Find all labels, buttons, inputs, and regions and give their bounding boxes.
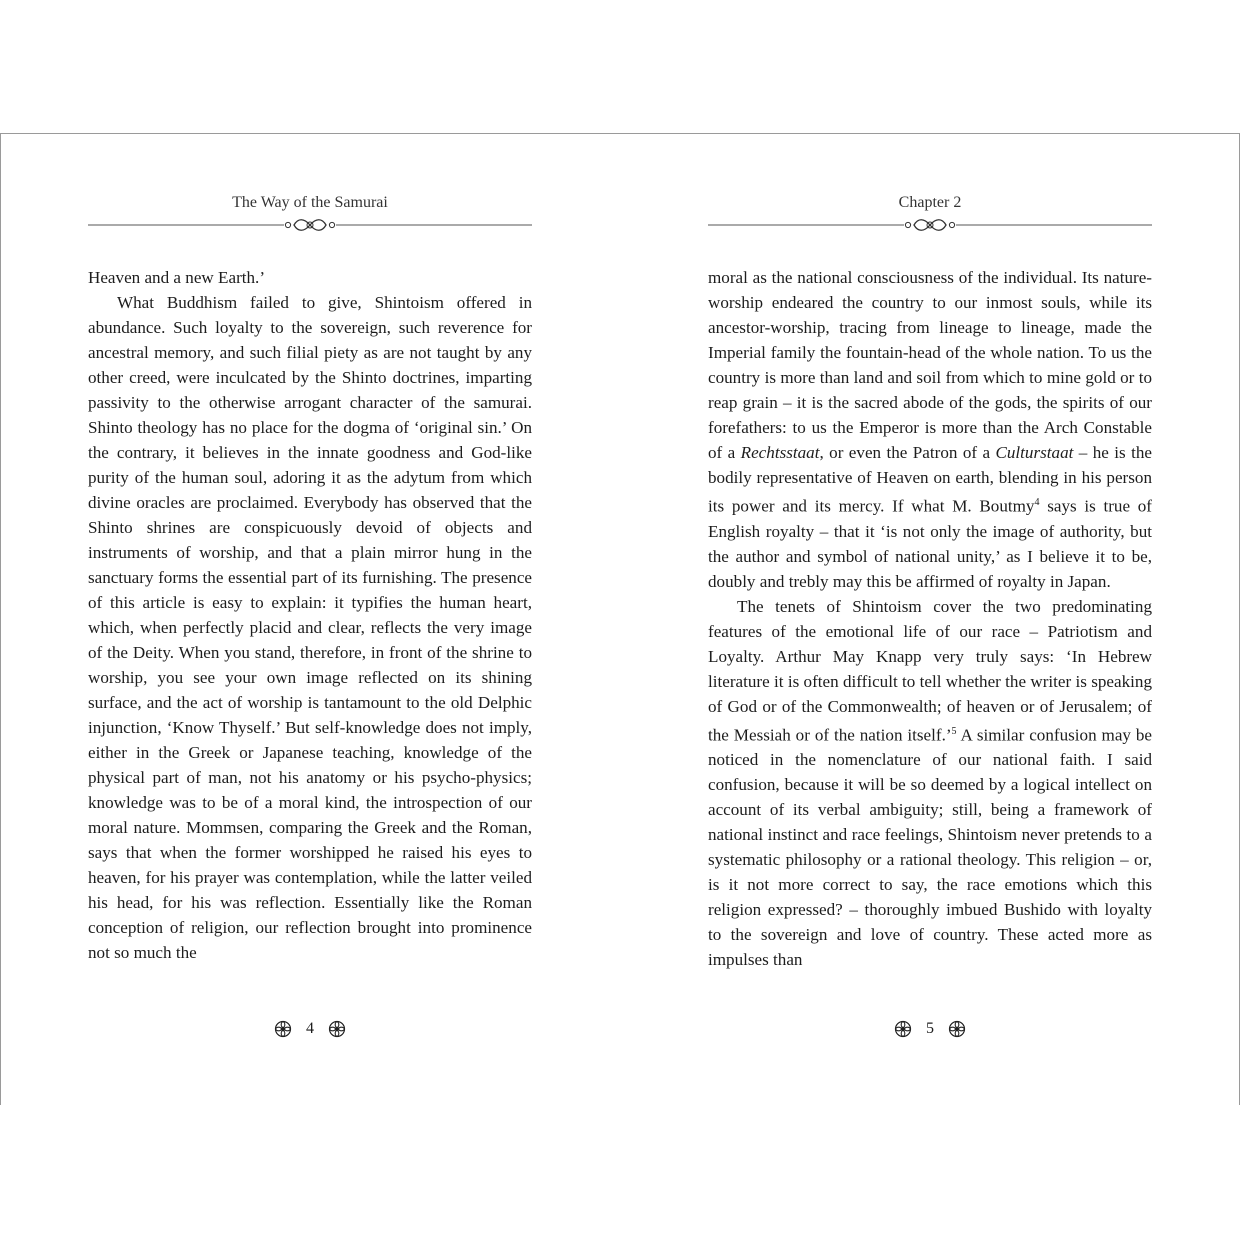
- header-rule-right: [708, 215, 1152, 235]
- body-text-left: [88, 265, 532, 965]
- paragraph: moral as the national consciousness of the individual. Its nature-worship endeared the country to our inmost souls, while its ancestor-worship, tracing from lineage to lineage, made the Imperial family the fountain-head of the whole nation. To us the country is more than land and soil from which to mine gold or to reap grain – it is the sacred abode of the gods, the spirits of our forefathers: to us the Emperor is more than the Arch Constable of a Rechtsstaat, or even the Patron of a Culturstaat – he is the bodily representative of Heaven on earth, blending in his person its power and its mercy. If what M. Boutmy$^4$ says is true of English royalty – that it ‘is not only the image of authority, but the author and symbol of national unity,’ as I believe it to be, doubly and trebly may this be affirmed of royalty in Japan.: [708, 268, 1153, 591]
- rosette-icon: [948, 1020, 966, 1038]
- rosette-icon: [274, 1020, 292, 1038]
- header-rule-left: [88, 215, 532, 235]
- book-spread: [0, 133, 1240, 1105]
- paragraph: The tenets of Shintoism cover the two predominating features of the emotional life of our race – Patriotism and Loyalty. Arthur May Knapp very truly says: ‘In Hebrew literature it is often difficult to tell whether the writer is speaking of God or of the Commonwealth; of heaven or of Jerusalem; of the Messiah or of the nation itself.’$^5$ A similar confusion may be noticed in the nomenclature of our national faith. I said confusion, because it will be so deemed by a logical intellect on account of its verbal ambiguity; still, being a framework of national instinct and race feelings, Shintoism never pretends to a systematic philosophy or a rational theology. This religion – or, is it not more correct to say, the race emotions which this religion expressed? – thoroughly imbued Bushido with loyalty to the sovereign and love of country. These acted more as impulses than: [708, 596, 1153, 970]
- page-number: 5: [926, 1020, 934, 1037]
- running-head-right: Chapter 2: [898, 194, 962, 211]
- body-text-right: [708, 265, 1152, 972]
- knot-ornament: [708, 215, 1152, 235]
- rosette-icon: [894, 1020, 912, 1038]
- paragraph: What Buddhism failed to give, Shintoism offered in abundance. Such loyalty to the sovereign, such reverence for ancestral memory, and such filial piety as are not taught by any other creed, were inculcated by the Shinto doctrines, imparting passivity to the otherwise arrogant character of the samurai. Shinto theology has no place for the dogma of ‘original sin.’ On the contrary, it believes in the innate goodness and God-like purity of the human soul, adoring it as the adytum from which divine oracles are proclaimed. Everybody has observed that the Shinto shrines are conspicuously devoid of objects and instruments of worship, and that a plain mirror hung in the sanctuary forms the essential part of its furnishing. The presence of this article is easy to explain: it typifies the human heart, which, when perfectly placid and clear, reflects the very image of the Deity. When you stand, therefore, in front of the shrine to worship, you see your own image reflected on its shining surface, and the act of worship is tantamount to the old Delphic injunction, ‘Know Thyself.’ But self-knowledge does not imply, either in the Greek or Japanese teaching, knowledge of the physical part of man, not his anatomy or his psycho-physics; knowledge was to be of a moral kind, the introspection of our moral nature. Mommsen, comparing the Greek and the Roman, says that when the former worshipped he raised his eyes to heaven, for his prayer was contemplation, while the latter veiled his head, for his was reflection. Essentially like the Roman conception of religion, our reflection brought into prominence not so much the: [88, 293, 532, 962]
- page-edge-left: [0, 133, 1, 1105]
- footnote-marker[interactable]: 4: [1034, 497, 1040, 508]
- knot-ornament: [88, 215, 532, 235]
- page-number: 4: [306, 1020, 314, 1037]
- running-head-left: The Way of the Samurai: [232, 194, 388, 211]
- paragraph: Heaven and a new Earth.’: [88, 268, 266, 287]
- emphasis: Rechtsstaat: [740, 443, 820, 462]
- rosette-icon: [328, 1020, 346, 1038]
- emphasis: Culturstaat: [995, 443, 1074, 462]
- folio-right: [708, 1020, 1152, 1043]
- folio-left: [88, 1020, 532, 1043]
- footnote-marker[interactable]: 5: [951, 725, 957, 737]
